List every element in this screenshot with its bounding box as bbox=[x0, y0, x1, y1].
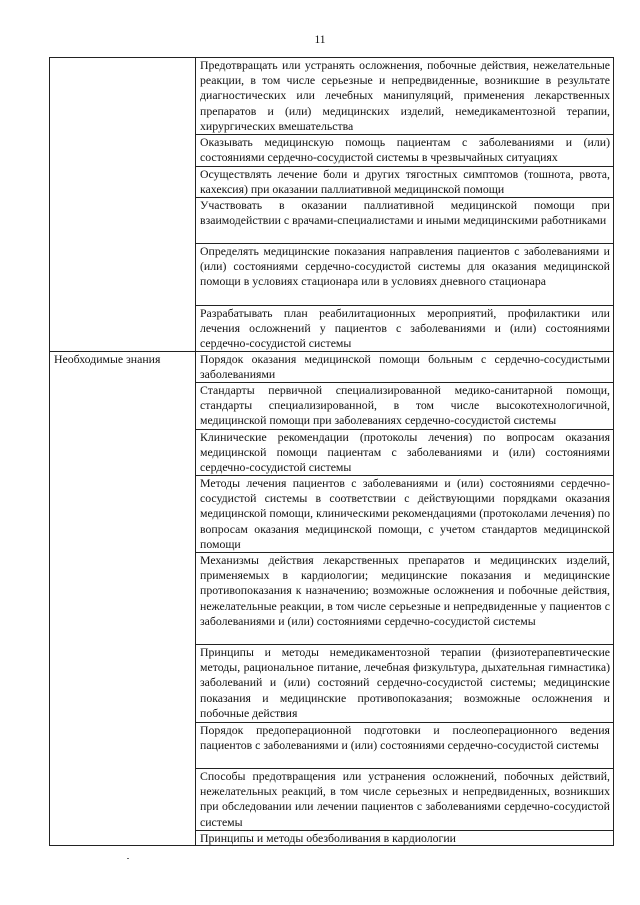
list-item: Принципы и методы немедикаментозной терапии (физиотерапевтические методы, рациональное питание, лечебная физкультура, дыхательная гимнастика) заболеваний и (или) состояний сердечно-сосудистой системы; медицинские показания и медицинские противопоказания; возможные осложнения и побочные действия bbox=[196, 644, 613, 722]
scan-artifact bbox=[127, 858, 129, 859]
competency-table bbox=[49, 57, 614, 846]
abilities-cell bbox=[196, 58, 614, 352]
list-item: Клинические рекомендации (протоколы лечения) по вопросам оказания медицинской помощи пациентам с заболеваниями и (или) состояниями сердечно-сосудистой системы bbox=[196, 429, 613, 475]
list-item: Способы предотвращения или устранения осложнений, побочных действий, нежелательных реакций, в том числе серьезных и непредвиденных, возникших при обследовании или лечении пациентов с заболеваниями сердечно-сосудистой системы bbox=[196, 768, 613, 830]
list-item: Стандарты первичной специализированной медико-санитарной помощи, стандарты специализированной, в том числе высокотехнологичной, медицинской помощи при заболеваниях сердечно-сосудистой системы bbox=[196, 382, 613, 429]
list-item: Методы лечения пациентов с заболеваниями и (или) состояниями сердечно-сосудистой системы в соответствии с действующими порядками оказания медицинской помощи, клиническими рекомендациями (протоколами лечения) по вопросам оказания медицинской помощи, с учетом стандартов медицинской помощи bbox=[196, 475, 613, 552]
list-item: Разрабатывать план реабилитационных мероприятий, профилактики или лечения осложнений у пациентов с заболеваниями и (или) состояниями сердечно-сосудистой системы bbox=[196, 305, 613, 351]
list-item: Порядок предоперационной подготовки и послеоперационного ведения пациентов с заболеваниями и (или) состояниями сердечно-сосудистой системы bbox=[196, 722, 613, 768]
page-number: 11 bbox=[314, 34, 326, 46]
row-label-knowledge: Необходимые знания bbox=[50, 352, 196, 846]
knowledge-cell bbox=[196, 352, 614, 846]
list-item: Механизмы действия лекарственных препаратов и медицинских изделий, применяемых в кардиологии; медицинские показания и медицинские противопоказания к назначению; возможные осложнения и побочные действия, нежелательные реакции, в том числе серьезные и непредвиденные у пациентов с заболеваниями и (или) состояниями сердечно-сосудистой системы bbox=[196, 552, 613, 644]
list-item: Порядок оказания медицинской помощи больным с сердечно-сосудистыми заболеваниями bbox=[200, 352, 610, 382]
row-label-abilities bbox=[50, 58, 196, 352]
list-item: Участвовать в оказании паллиативной медицинской помощи при взаимодействии с врачами-специалистами и иными медицинскими работниками bbox=[196, 197, 613, 243]
list-item: Осуществлять лечение боли и других тягостных симптомов (тошнота, рвота, кахексия) при оказании паллиативной медицинской помощи bbox=[196, 166, 613, 197]
table-row-abilities bbox=[50, 58, 614, 352]
list-item: Оказывать медицинскую помощь пациентам с заболеваниями и (или) состояниями сердечно-сосудистой системы в чрезвычайных ситуациях bbox=[196, 134, 613, 166]
list-item: Определять медицинские показания направления пациентов с заболеваниями и (или) состояниями сердечно-сосудистой системы для оказания медицинской помощи в условиях стационара или в условиях дневного стационара bbox=[196, 243, 613, 305]
list-item: Принципы и методы обезболивания в кардиологии bbox=[196, 830, 613, 845]
table-row-knowledge bbox=[50, 352, 614, 846]
list-item: Предотвращать или устранять осложнения, побочные действия, нежелательные реакции, в том числе серьезные и непредвиденные, возникшие в результате диагностических или лечебных манипуляций, применения лекарственных препаратов и (или) медицинских изделий, немедикаментозной терапии, хирургических вмешательства bbox=[200, 58, 610, 133]
